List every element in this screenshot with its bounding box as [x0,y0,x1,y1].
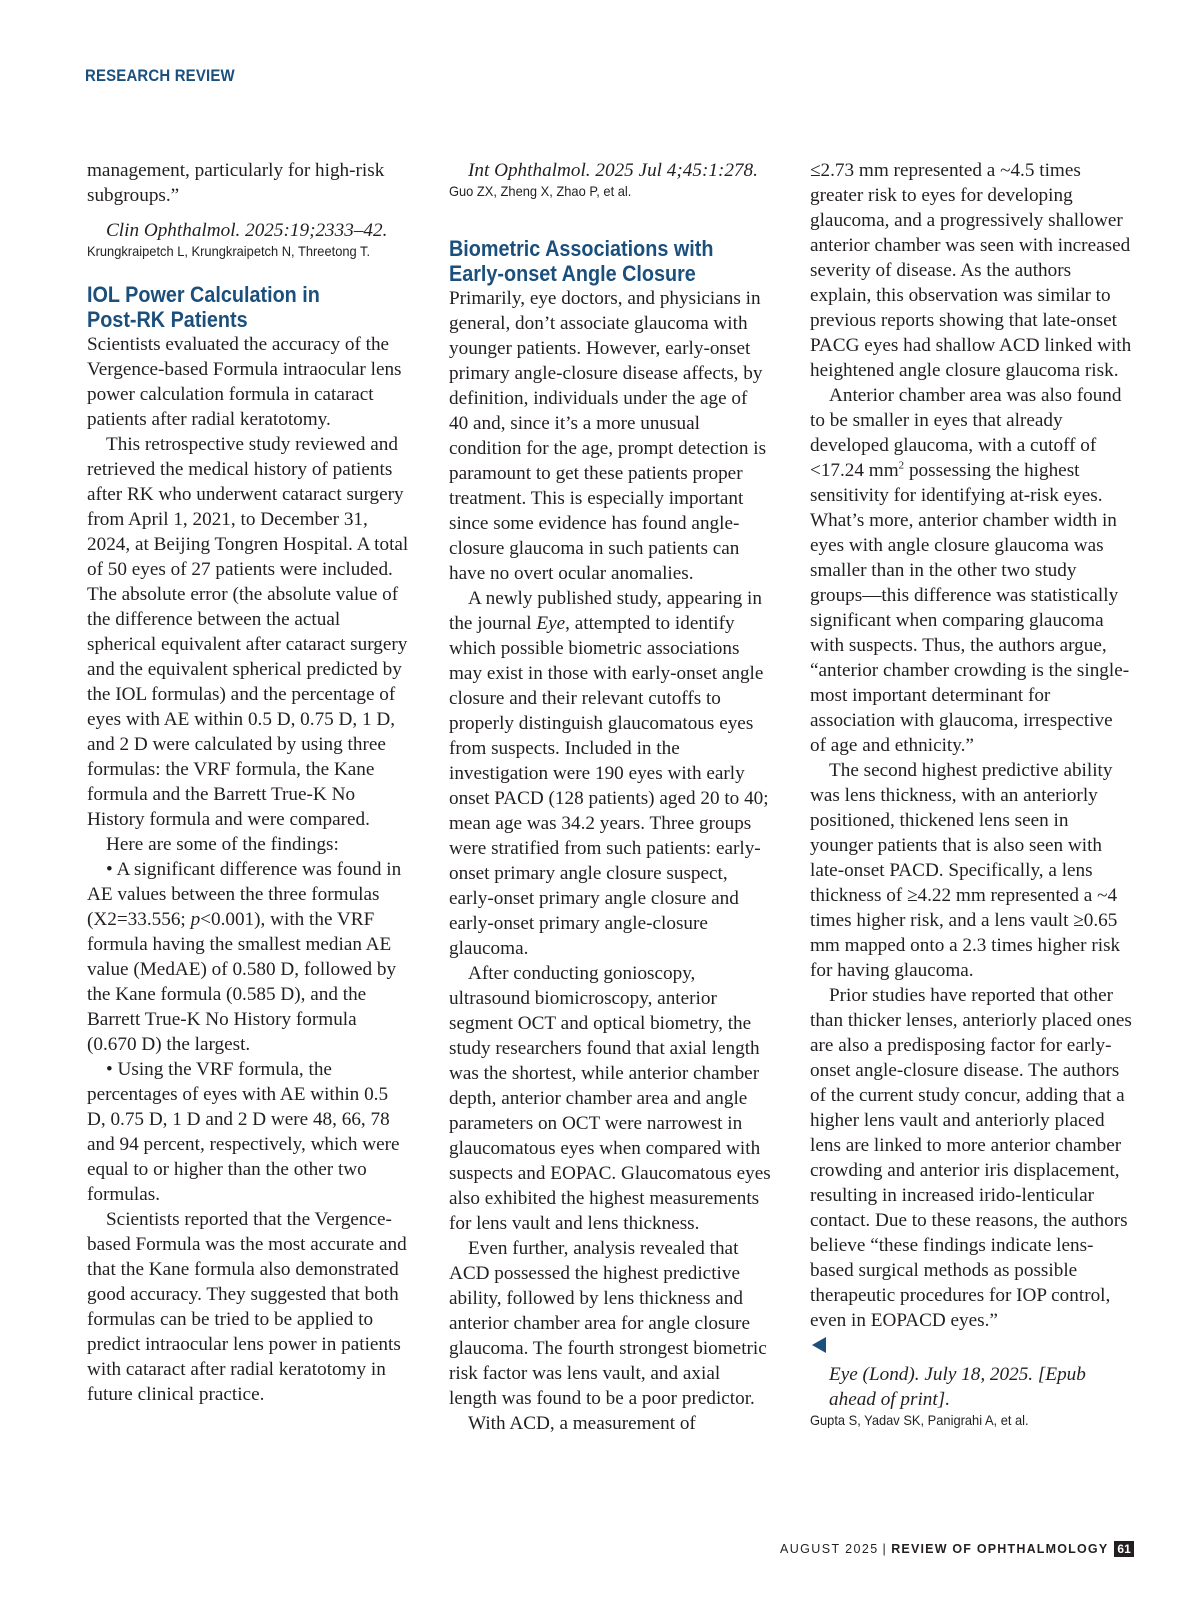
issue-date: AUGUST 2025 [780,1542,879,1556]
text-run: , attempted to identify which possible biometric associations may exist in those with early-onset angle closure and their relevant cutoffs to properly distinguish glaucomatous eyes from suspects. Included in the investigation were 190 eyes with early onset PACD (128 patients) aged 20 to 40; mean age was 34.2 years. Three groups were stratified from such patients: early-onset primary angle closure suspect, early-onset primary angle closure and early-onset primary angle-closure glaucoma. [449,613,769,959]
bullet-text: <0.001), with the VRF formula having the smallest median AE value (MedAE) of 0.580 D, followed by the Kane formula (0.585 D), and the Barrett True-K No History formula (0.670 D) the largest. [87,909,397,1055]
authors-1: Krungkraipetch L, Krungkraipetch N, Threetong T. [87,243,371,259]
paragraph: The second highest predictive ability was lens thickness, with an anteriorly positioned, thickened lens seen in younger patients that is also seen with late-onset PACD. Specifically, a lens thickness of ≥4.22 mm represented a ~4 times higher risk, and a lens vault ≥0.65 mm mapped onto a 2.3 times higher risk for having glaucoma. [810,760,1121,981]
text-run: possessing the highest sensitivity for identifying at-risk eyes. What’s more, anterior chamber width in eyes with angle closure glaucoma was smaller than in the other two study groups—this difference was statistically significant when comparing glaucoma with suspects. Thus, the authors argue, “anterior chamber crowding is the single-most important determinant for association with glaucoma, irrespective of age and ethnicity.” [810,460,1130,756]
paragraph: With ACD, a measurement of [468,1413,696,1434]
paragraph: This retrospective study reviewed and retrieved the medical history of patients after RK who underwent cataract surgery from April 1, 2021, to December 31, 2024, at Beijing Tongren Hospital. A total of 50 eyes of 27 patients were included. The absolute error (the absolute value of the difference between the actual spherical equivalent after cataract surgery and the equivalent spherical predicted by the IOL formulas) and the percentage of eyes with AE within 0.5 D, 0.75 D, 1 D, and 2 D were calculated by using three formulas: the VRF formula, the Kane formula and the Barrett True-K No History formula and were compared. [87,434,409,830]
section-label: RESEARCH REVIEW [85,66,235,85]
paragraph: Prior studies have reported that other than thicker lenses, anteriorly placed ones are also a predisposing factor for early-onset angle-closure disease. The authors of the current study concur, adding that a higher lens vault and anteriorly placed lens are linked to more anterior chamber crowding and anterior iris displacement, resulting in increased irido-lenticular contact. Due to these reasons, the authors believe “these findings indicate lens-based surgical methods as possible therapeutic procedures for IOP control, even in EOPACD eyes.” [810,985,1132,1331]
citation-3: Eye (Lond). July 18, 2025. [Epub ahead of print]. [829,1364,1086,1410]
page-number: 61 [1114,1541,1133,1557]
column-2 [449,158,771,1436]
paragraph [449,586,771,961]
page-footer [780,1541,1134,1557]
heading-biometric-line2: Early-onset Angle Closure [449,261,696,286]
superscript: 2 [898,459,905,472]
p-symbol: p [190,909,201,930]
citation-2: Int Ophthalmol. 2025 Jul 4;45:1:278. [468,160,758,181]
end-of-article-arrow-icon [812,1337,826,1353]
authors-2: Guo ZX, Zheng X, Zhao P, et al. [449,183,632,199]
heading-iol-line2: Post-RK Patients [87,307,248,332]
bullet-item [87,857,409,1057]
paragraph-continued: ≤2.73 mm represented a ~4.5 times greater risk to eyes for developing glaucoma, and a progressively shallower anterior chamber was seen with increased severity of disease. As the authors explain, this observation was similar to previous reports showing that late-onset PACG eyes had shallow ACD linked with heightened angle closure glaucoma risk. [810,160,1132,381]
citation-1: Clin Ophthalmol. 2025:19;2333–42. [106,220,388,241]
journal-name: Eye [536,613,566,634]
bullet-item: • Using the VRF formula, the percentages of eyes with AE within 0.5 D, 0.75 D, 1 D and 2 D were 48, 66, 78 and 94 percent, respectively, which were equal to or higher than the other two formulas. [87,1059,400,1205]
paragraph-continued: management, particularly for high-risk subgroups.” [87,160,385,206]
paragraph: Primarily, eye doctors, and physicians in general, don’t associate glaucoma with younger patients. However, early-onset primary angle-closure disease affects, by definition, individuals under the age of 40 and, since it’s a more unusual condition for the age, prompt detection is paramount to get these patients proper treatment. This is especially important since some evidence has found angle-closure glaucoma in such patients can have no overt ocular anomalies. [449,288,767,584]
paragraph: After conducting gonioscopy, ultrasound biomicroscopy, anterior segment OCT and optical biometry, the study researchers found that axial length was the shortest, while anterior chamber depth, anterior chamber area and angle parameters on OCT were narrowest in glaucomatous eyes when compared with suspects and EOPAC. Glaucomatous eyes also exhibited the highest measurements for lens vault and lens thickness. [449,963,771,1234]
heading-biometric-line1: Biometric Associations with [449,236,714,261]
footer-separator: | [882,1542,888,1556]
text-run: A newly published study, appearing in the journal [449,588,762,634]
text-run: Anterior chamber area was also found to be smaller in eyes that already developed glaucoma, with a cutoff of <17.24 mm [810,385,1122,481]
paragraph: Scientists evaluated the accuracy of the Vergence-based Formula intraocular lens power calculation formula in cataract patients after radial keratotomy. [87,334,402,430]
paragraph: Even further, analysis revealed that ACD possessed the highest predictive ability, followed by lens thickness and anterior chamber area for angle closure glaucoma. The fourth strongest biometric risk factor was lens vault, and axial length was found to be a poor predictor. [449,1238,767,1409]
paragraph [810,383,1132,758]
heading-iol-line1: IOL Power Calculation in [87,282,320,307]
bullet-text: • A significant difference was found in AE values between the three formulas (X2=33.556; [87,859,402,930]
authors-3: Gupta S, Yadav SK, Panigrahi A, et al. [810,1412,1029,1428]
magazine-name: REVIEW OF OPHTHALMOLOGY [891,1542,1109,1556]
paragraph: Here are some of the findings: [106,834,339,855]
column-1 [87,158,409,1407]
column-3 [810,158,1132,1429]
paragraph: Scientists reported that the Vergence-based Formula was the most accurate and that the Kane formula also demonstrated good accuracy. They suggested that both formulas can be tried to be applied to predict intraocular lens power in patients with cataract after radial keratotomy in future clinical practice. [87,1209,407,1405]
